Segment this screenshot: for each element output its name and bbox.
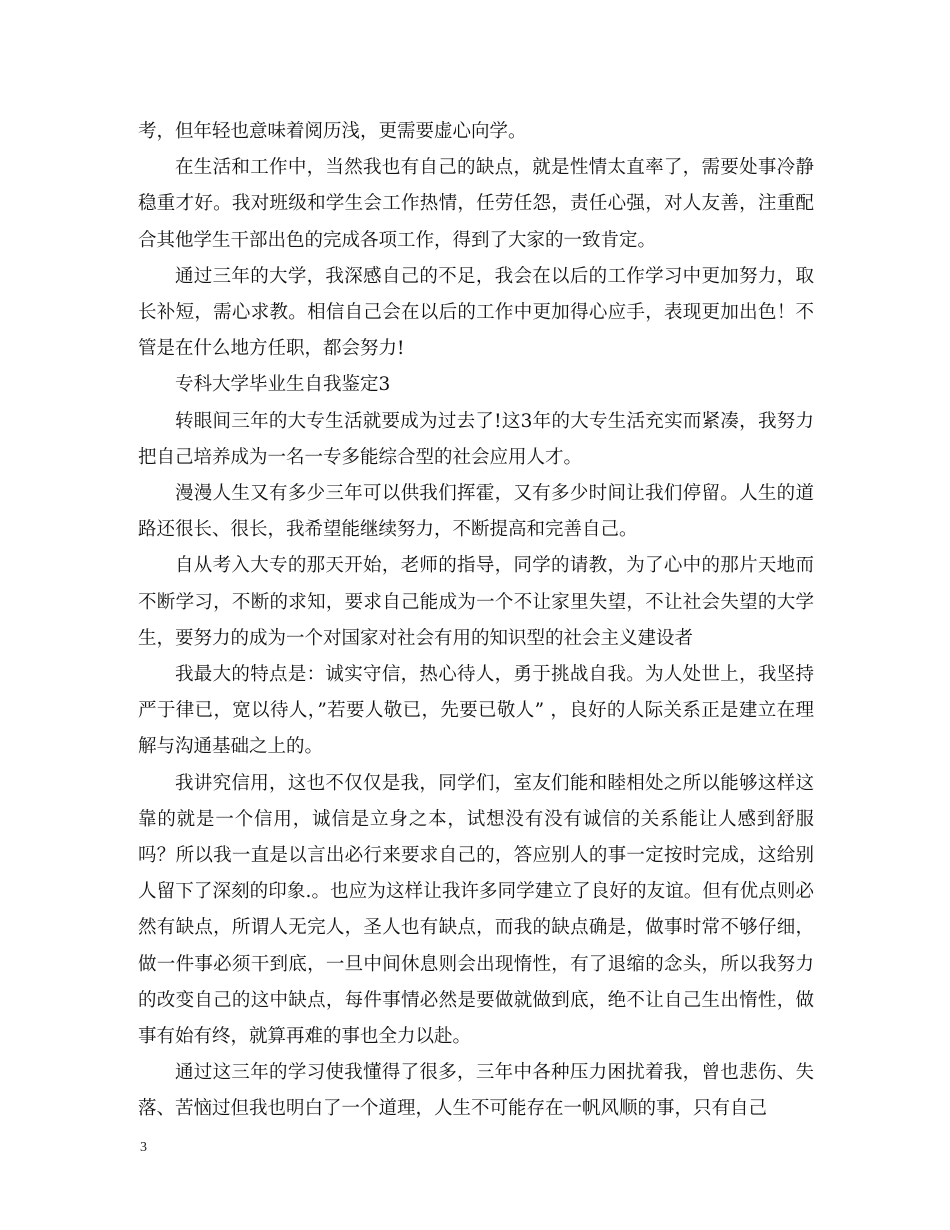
paragraph: 转眼间三年的大专生活就要成为过去了!这3年的大专生活充实而紧凑，我努力把自己培养成为一名一专多能综合型的社会应用人才。 <box>138 410 814 468</box>
paragraph: 在生活和工作中，当然我也有自己的缺点，就是性情太直率了，需要处事冷静稳重才好。我对班级和学生会工作热情，任劳任怨，责任心强，对人友善，注重配合其他学生干部出色的完成各项工作，得到了大家的一致肯定。 <box>138 157 814 251</box>
paragraph: 我讲究信用，这也不仅仅是我，同学们，室友们能和睦相处之所以能够这样这靠的就是一个信用，诚信是立身之本，试想没有没有诚信的关系能让人感到舒服吗？所以我一直是以言出必行来要求自己的，答应别人的事一定按时完成，这给别人留下了深刻的印象.。也应为这样让我许多同学建立了良好的友谊。但有优点则必然有缺点，所谓人无完人，圣人也有缺点，而我的缺点确是，做事时常不够仔细，做一件事必须干到底，一旦中间休息则会出现惰性，有了退缩的念头，所以我努力的改变自己的这中缺点，每件事情必然是要做就做到底，绝不让自己生出惰性，做事有始有终，就算再难的事也全力以赴。 <box>138 772 814 1048</box>
paragraph: 漫漫人生又有多少三年可以供我们挥霍，又有多少时间让我们停留。人生的道路还很长、很长，我希望能继续努力，不断提高和完善自己。 <box>138 483 814 541</box>
paragraph: 通过这三年的学习使我懂得了很多，三年中各种压力困扰着我，曾也悲伤、失落、苦恼过但我也明白了一个道理，人生不可能存在一帆风顺的事，只有自己 <box>138 1062 814 1120</box>
paragraph: 通过三年的大学，我深感自己的不足，我会在以后的工作学习中更加努力，取长补短，需心求教。相信自己会在以后的工作中更加得心应手，表现更加出色！不管是在什么地方任职，都会努力! <box>138 265 814 360</box>
page-number: 3 <box>140 1140 147 1155</box>
document-body <box>138 114 814 1128</box>
section-heading: 专科大学毕业生自我鉴定3 <box>175 374 391 396</box>
paragraph: 自从考入大专的那天开始，老师的指导，同学的请教，为了心中的那片天地而不断学习，不断的求知，要求自己能成为一个不让家里失望，不让社会失望的大学生，要努力的成为一个对国家对社会有用的知识型的社会主义建设者 <box>138 555 814 649</box>
paragraph: 我最大的特点是：诚实守信，热心待人，勇于挑战自我。为人处世上，我坚持严于律已，宽以待人，”若要人敬已，先要已敬人” ，良好的人际关系正是建立在理解与沟通基础之上的。 <box>138 664 814 758</box>
paragraph-continuation: 考，但年轻也意味着阅历浅，更需要虚心向学。 <box>138 121 527 142</box>
